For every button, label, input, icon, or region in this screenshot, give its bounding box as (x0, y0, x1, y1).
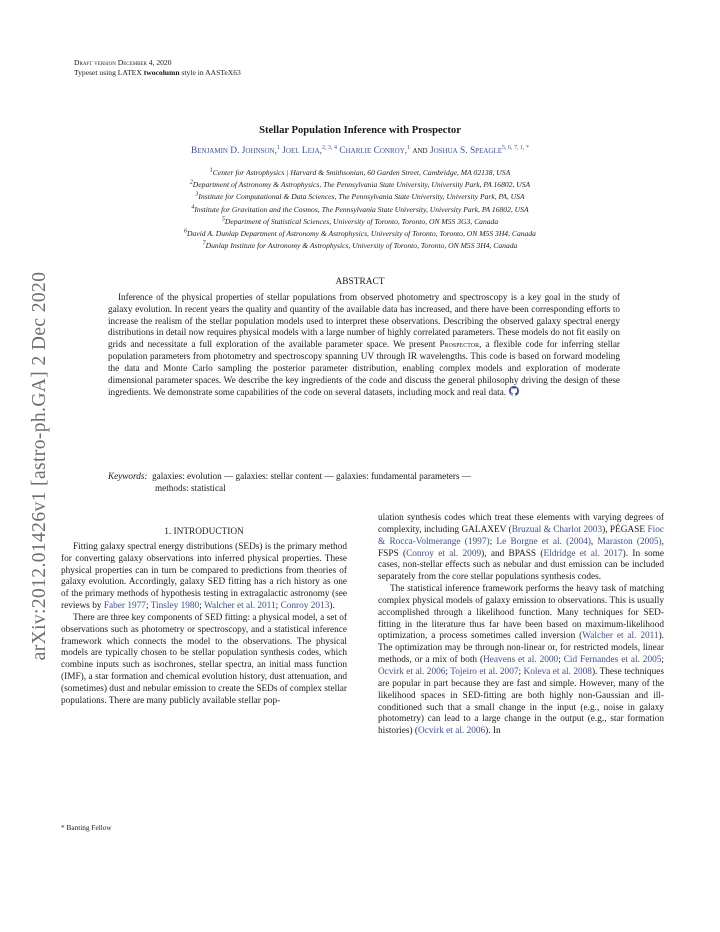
citation-link[interactable]: Tinsley 1980 (150, 601, 200, 612)
keywords-line: methods: statistical (155, 483, 226, 493)
citation-link[interactable]: Ocvirk et al. 2006 (418, 726, 486, 737)
paragraph: ulation synthesis codes which treat these elements with varying degrees of complexity, including GALAXEV (Bruzual & Charlot 2003), PÉGASE Fioc & Rocca-Volmerange (1997); Le Borgne et al. (2004), Maraston (2005), FSPS (Conroy et al. 2009), and BPASS (Eldridge et al. 2017). In some cases, non-stellar effects such as nebular and dust emission can be included separately from the core stellar populations synthesis codes. (378, 513, 664, 583)
affiliation: $^2$Department of Astronomy & Astrophysics, The Pennsylvania State University, University Park, PA 16802, USA (189, 179, 531, 190)
citation-link[interactable]: Conroy et al. 2009 (406, 548, 482, 559)
author-list: Benjamin D. Johnson,$^1$ Joel Leja,$^{2, 3, 4}$ Charlie Conroy,$^1$ and Joshua S. Speagle$^{5, 6, 7, 1, *}$ (190, 144, 530, 156)
left-column (61, 527, 347, 708)
abstract-heading: ABSTRACT (335, 277, 385, 287)
affiliation: $^6$David A. Dunlap Department of Astronomy & Astrophysics, University of Toronto, Toronto, ON M5S 3H4, Canada (184, 228, 536, 239)
abstract-text: Inference of the physical properties of stellar populations from observed photometry and spectroscopy is a key goal in the study of galaxy evolution. In recent years the quality and quantity of the available data has increased, and there have been corresponding efforts to increase the realism of the stellar population models used to interpret these observations. Describing the observed galaxy spectral energy distributions in detail now requires physical models with a large number of highly correlated parameters. These models do not fit easily on grids and necessitate a full exploration of the available parameter space. We present Prospector, a flexible code for inferring stellar population parameters from photometry and spectroscopy spanning UV through IR wavelengths. This code is based on forward modeling the data and Monte Carlo sampling the posterior parameter distribution, enabling complex models and exploration of moderate dimensional parameter spaces. We describe the key ingredients of the code and discuss the general philosophy driving the design of these ingredients. We demonstrate some capabilities of the code on several datasets, including mock and real data. (108, 292, 620, 398)
citation-link[interactable]: Bruzual & Charlot 2003 (511, 524, 603, 535)
paragraph: Fitting galaxy spectral energy distributions (SEDs) is the primary method for converting galaxy observations into inferred physical properties. These physical properties can in turn be compared to predictions from theories of galaxy evolution. Accordingly, galaxy SED fitting has a rich history as one of the primary methods of hypothesis testing in extragalactic astronomy (see reviews by Faber 1977; Tinsley 1980; Walcher et al. 2011; Conroy 2013). (61, 541, 347, 612)
section-heading: 1. INTRODUCTION (164, 527, 244, 537)
draft-version-line: Draft version December 4, 2020 (74, 58, 172, 67)
latex-logo: LATEX (117, 68, 142, 77)
author-name[interactable]: Joel Leja, (282, 146, 322, 156)
affiliation: $^4$Institute for Gravitation and the Cosmos, The Pennsylvania State University, University Park, PA 16802, USA (191, 204, 529, 214)
typeset-line: Typeset using LATEX twocolumn style in AASTeX63 (74, 68, 241, 77)
preprint-header (74, 58, 241, 78)
affiliation: $^3$Institute for Computational & Data Sciences, The Pennsylvania State University, University Park, PA, USA (195, 191, 525, 202)
citation-link[interactable]: Maraston (2005) (597, 536, 662, 547)
citation-link[interactable]: Cid Fernandes et al. 2005 (563, 655, 662, 666)
keywords-block (108, 470, 620, 494)
citation-link[interactable]: Tojeiro et al. 2007 (450, 666, 519, 677)
citation-link[interactable]: Koleva et al. 2008 (523, 666, 592, 677)
code-name: Prospector (439, 339, 480, 350)
right-column (378, 513, 664, 738)
author-conjunction: and (412, 146, 428, 156)
citation-link[interactable]: Eldridge et al. 2017 (543, 548, 623, 559)
affiliation: $^5$Department of Statistical Sciences, University of Toronto, Toronto, ON M5S 3G3, Canada (221, 216, 499, 226)
github-icon[interactable] (509, 386, 519, 396)
author-name[interactable]: Joshua S. Speagle (429, 146, 503, 156)
citation-link[interactable]: Conroy 2013 (280, 601, 330, 612)
keywords-line: galaxies: evolution — galaxies: stellar content — galaxies: fundamental parameters — (152, 471, 471, 481)
affiliation: $^1$Center for Astrophysics | Harvard & Smithsonian, 60 Garden Street, Cambridge, MA 02138, USA (209, 167, 511, 177)
citation-link[interactable]: Fioc & Rocca-Volmerange (1997) (378, 524, 664, 547)
citation-link[interactable]: Heavens et al. 2000 (483, 655, 559, 666)
affiliation-list (0, 167, 720, 252)
affiliation: $^7$Dunlap Institute for Astronomy & Astrophysics, University of Toronto, Toronto, ON M5S 3H4, Canada (202, 240, 518, 251)
citation-link[interactable]: Walcher et al. 2011 (582, 631, 659, 642)
arxiv-identifier-stamp: arXiv:2012.01426v1 [astro-ph.GA] 2 Dec 2020 (29, 271, 50, 661)
paper-title: Stellar Population Inference with Prospector (259, 125, 461, 136)
author-name[interactable]: Benjamin D. Johnson, (190, 146, 277, 156)
author-name[interactable]: Charlie Conroy, (339, 146, 408, 156)
footnote: * Banting Fellow (61, 823, 112, 832)
citation-link[interactable]: Le Borgne et al. (2004) (496, 536, 591, 547)
citation-link[interactable]: Ocvirk et al. 2006 (378, 666, 446, 677)
keywords-label: Keywords: (108, 471, 148, 481)
paragraph: There are three key components of SED fitting: a physical model, a set of observations such as photometry or spectroscopy, and a statistical inference framework which connects the model to the observations. The physical models are typically chosen to be stellar population synthesis codes, which combine inputs such as isochrones, stellar spectra, an initial mass function (IMF), a star formation and chemical evolution history, dust attenuation, and (sometimes) dust and nebular emission to create the SEDs of complex stellar populations. There are many publicly available stellar pop- (61, 612, 347, 706)
paragraph: The statistical inference framework performs the heavy task of matching complex physical models of galaxy emission to observations. This is usually accomplished through a likelihood function. Many techniques for SED-fitting in the literature thus far have been based on maximum-likelihood optimization, a process sometimes called inversion (Walcher et al. 2011). The optimization may be through non-linear or, for restricted models, linear methods, or a mix of both (Heavens et al. 2000; Cid Fernandes et al. 2005; Ocvirk et al. 2006; Tojeiro et al. 2007; Koleva et al. 2008). These techniques are popular in part because they are fast and simple. However, many of the likelihood spaces in SED-fitting are both highly non-Gaussian and ill-conditioned such that a small change in the input (e.g., noise in galaxy photometry) can lead to a large change in the output (e.g., star formation histories) (Ocvirk et al. 2006). In (378, 584, 664, 737)
citation-link[interactable]: Walcher et al. 2011 (203, 601, 276, 612)
citation-link[interactable]: Faber 1977 (103, 601, 146, 612)
